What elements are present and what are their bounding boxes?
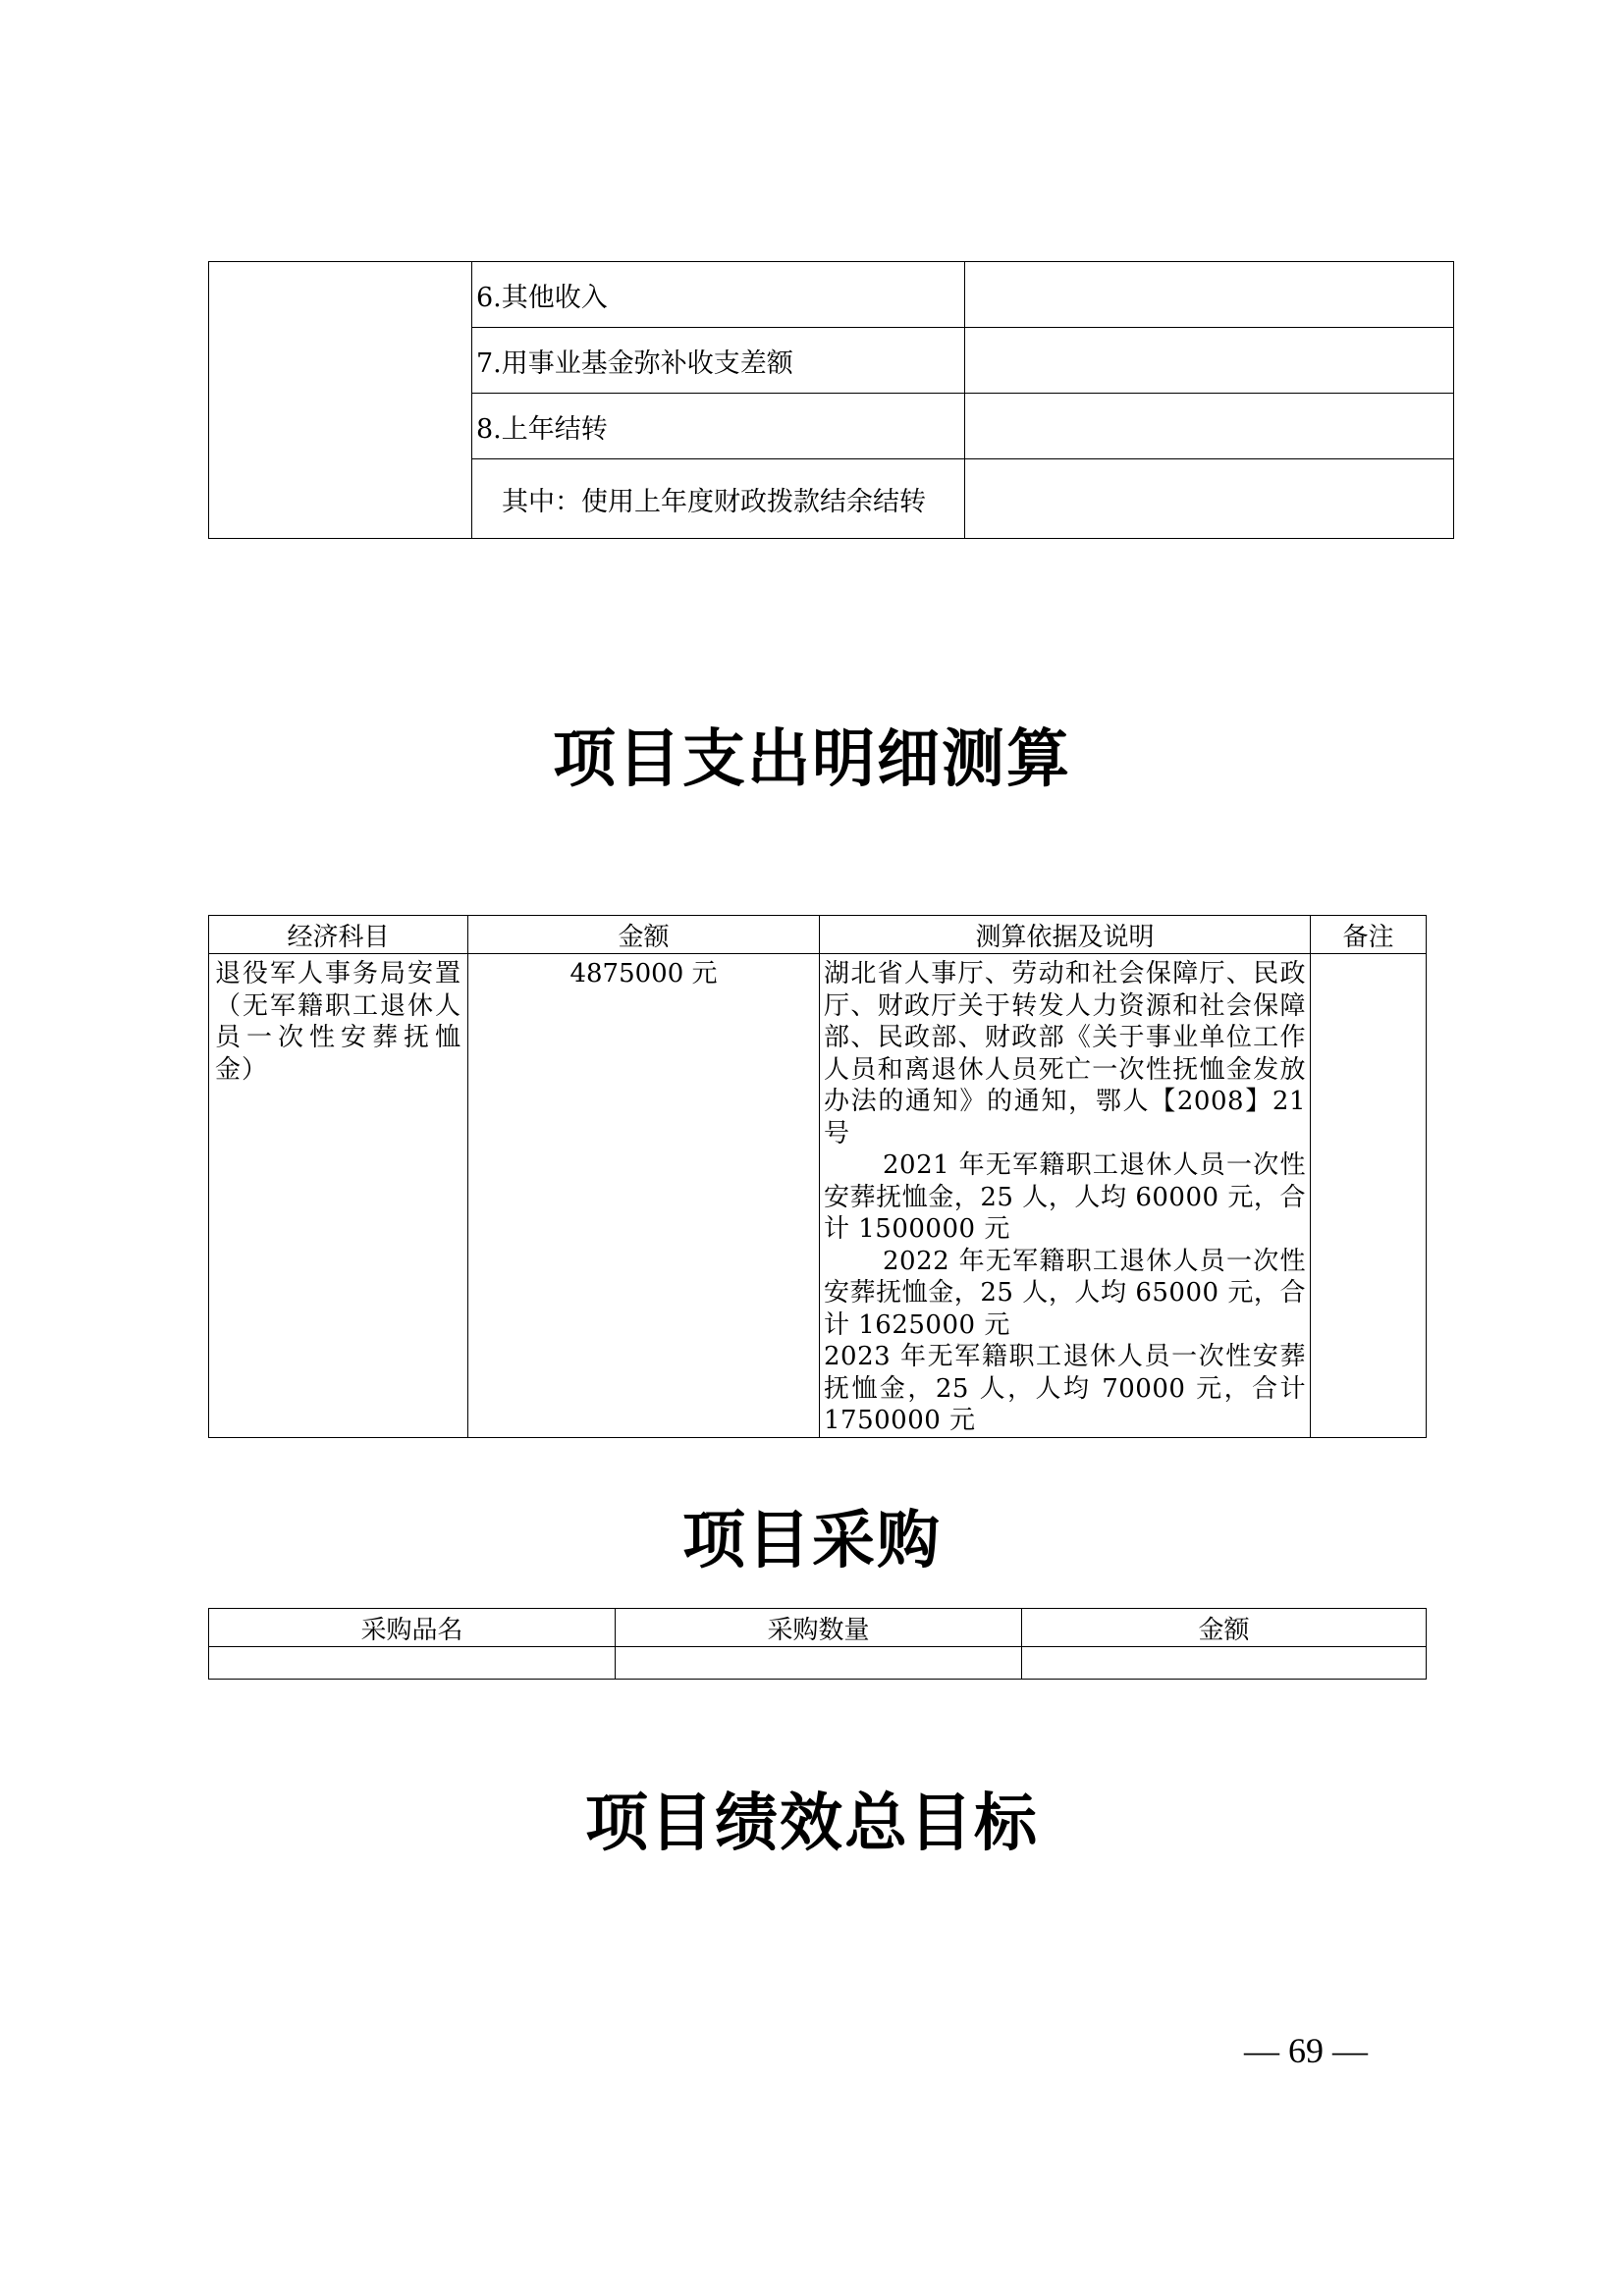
performance-section-title: 项目绩效总目标 [585, 1788, 1039, 1860]
basis-paragraph: 2022 年无军籍职工退休人员一次性安葬抚恤金，25 人，人均 65000 元，合计 1625000 元 [824, 1246, 1306, 1340]
expense-remark [1311, 954, 1427, 1438]
purchase-quantity-cell [616, 1647, 1022, 1680]
table-row [209, 262, 1454, 328]
column-header: 测算依据及说明 [820, 916, 1311, 954]
purchase-amount-cell [1022, 1647, 1427, 1680]
expense-section-title: 项目支出明细测算 [553, 723, 1071, 796]
income-row-value [965, 394, 1454, 459]
income-row-label: 6.其他收入 [472, 262, 965, 328]
purchase-name-cell [209, 1647, 616, 1680]
income-table [208, 261, 1454, 539]
table-row [209, 954, 1427, 1438]
expense-amount: 4875000 元 [468, 954, 820, 1438]
income-row-value [965, 262, 1454, 328]
expense-table [208, 915, 1427, 1438]
purchase-table [208, 1608, 1427, 1680]
column-header: 采购品名 [209, 1609, 616, 1647]
table-header-row [209, 916, 1427, 954]
purchase-section-title: 项目采购 [682, 1505, 942, 1577]
income-row-value [965, 328, 1454, 394]
expense-subject: 退役军人事务局安置（无军籍职工退休人员一次性安葬抚恤金） [209, 954, 468, 1438]
column-header: 金额 [468, 916, 820, 954]
income-row-label: 8.上年结转 [472, 394, 965, 459]
column-header: 备注 [1311, 916, 1427, 954]
table-row [209, 1647, 1427, 1680]
income-row-label: 7.用事业基金弥补收支差额 [472, 328, 965, 394]
column-header: 采购数量 [616, 1609, 1022, 1647]
income-row-value [965, 459, 1454, 539]
column-header: 经济科目 [209, 916, 468, 954]
column-header: 金额 [1022, 1609, 1427, 1647]
basis-paragraph: 湖北省人事厅、劳动和社会保障厅、民政厅、财政厅关于转发人力资源和社会保障部、民政部、财政部《关于事业单位工作人员和离退休人员死亡一次性抚恤金发放办法的通知》的通知，鄂人【2008】21 号 [824, 959, 1306, 1148]
basis-paragraph: 2023 年无军籍职工退休人员一次性安葬抚恤金，25 人，人均 70000 元，合计 1750000 元 [824, 1342, 1306, 1435]
table-header-row [209, 1609, 1427, 1647]
income-category-cell [209, 262, 472, 539]
basis-paragraph: 2021 年无军籍职工退休人员一次性安葬抚恤金，25 人，人均 60000 元，合计 1500000 元 [824, 1150, 1306, 1244]
expense-basis [820, 954, 1311, 1438]
income-row-label: 其中：使用上年度财政拨款结余结转 [472, 459, 965, 539]
page-number: — 69 — [1244, 2031, 1368, 2070]
